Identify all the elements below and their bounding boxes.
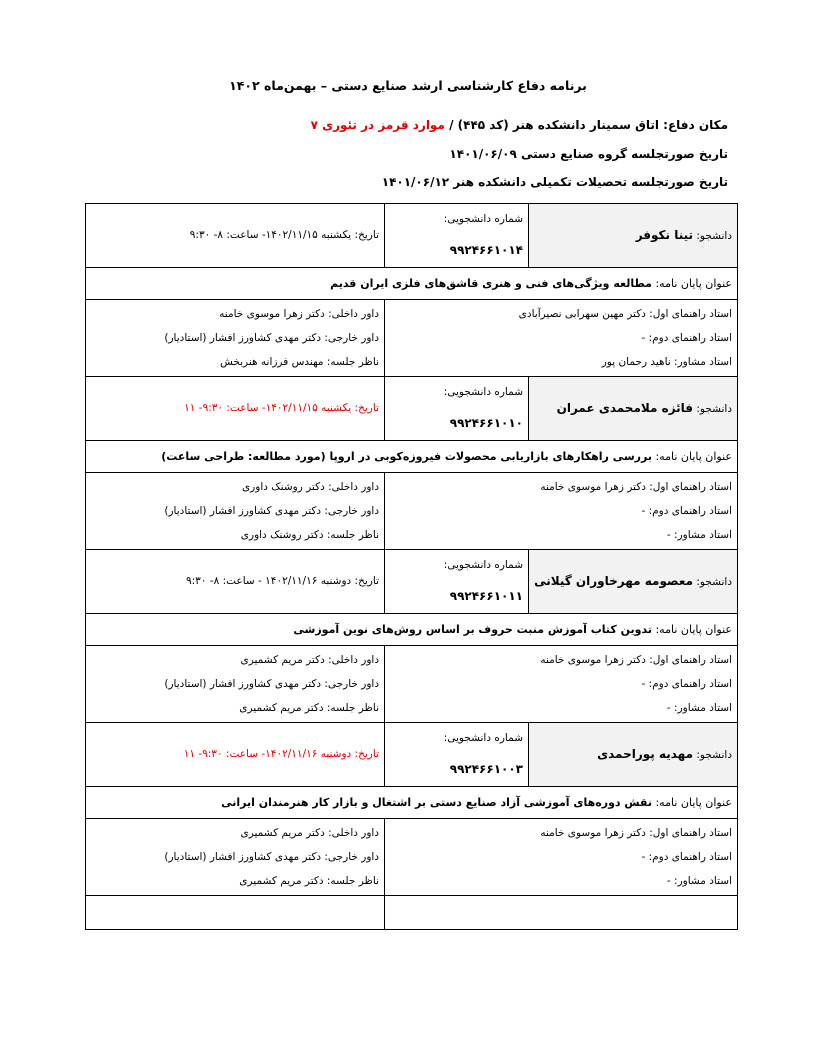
thesis-row (86, 441, 738, 473)
student-id-label: شماره دانشجویی: (443, 386, 523, 398)
advisor-line: استاد مشاور: - (666, 875, 732, 887)
student-id-cell (385, 204, 529, 268)
student-label: دانشجو: (693, 575, 732, 588)
judge-line: ناظر جلسه: دکتر مریم کشمیری (239, 875, 379, 887)
student-label: دانشجو: (693, 748, 732, 761)
judge-line: داور خارجی: دکتر مهدی کشاورز افشار (استادیار) (164, 851, 379, 863)
location-text: مکان دفاع: اتاق سمینار دانشکده هنر (کد ۴۴۵) / (444, 118, 728, 132)
judge-line: داور خارجی: دکتر مهدی کشاورز افشار (استادیار) (164, 332, 379, 344)
empty-row (86, 896, 738, 930)
judge-line: داور داخلی: دکتر زهرا موسوی خامنه (219, 308, 379, 320)
defense-date: تاریخ: دوشنبه ۱۴۰۲/۱۱/۱۶ - ساعت: ۸- ۹:۳۰ (86, 550, 385, 614)
student-id: ۹۹۲۴۶۶۱۰۱۱ (449, 589, 523, 603)
location-red-note: موارد قرمز در تئوری ۷ (310, 118, 445, 132)
student-id-label: شماره دانشجویی: (443, 732, 523, 744)
defense-location (311, 118, 728, 132)
advisors-cell (385, 819, 738, 896)
advisors-cell (385, 473, 738, 550)
page-title: برنامه دفاع کارشناسی ارشد صنایع دستی – بهمن‌ماه ۱۴۰۲ (229, 78, 587, 93)
student-id: ۹۹۲۴۶۶۱۰۱۴ (449, 243, 523, 257)
student-id-cell (385, 723, 529, 787)
empty-cell (86, 896, 385, 930)
student-label: دانشجو: (693, 402, 732, 415)
advisor-line: استاد راهنمای اول: دکتر زهرا موسوی خامنه (540, 481, 732, 493)
thesis-cell (86, 787, 738, 819)
advisor-line: استاد مشاور: - (666, 529, 732, 541)
thesis-label: عنوان پایان نامه: (651, 796, 732, 809)
student-cell (529, 723, 738, 787)
student-id-cell (385, 550, 529, 614)
judge-line: ناظر جلسه: مهندس فرزانه هنربخش (219, 356, 379, 368)
student-header-row (86, 723, 738, 787)
thesis-label: عنوان پایان نامه: (651, 450, 732, 463)
student-cell (529, 550, 738, 614)
judge-line: ناظر جلسه: دکتر مریم کشمیری (239, 702, 379, 714)
advisor-line: استاد مشاور: ناهید رحمان پور (601, 356, 732, 368)
thesis-cell (86, 268, 738, 300)
student-header-row (86, 377, 738, 441)
judges-cell (86, 473, 385, 550)
thesis-row (86, 787, 738, 819)
thesis-label: عنوان پایان نامه: (651, 277, 732, 290)
advisor-line: استاد راهنمای اول: دکتر مهین سهرابی نصیرآبادی (518, 308, 732, 320)
student-cell (529, 377, 738, 441)
student-id: ۹۹۲۴۶۶۱۰۱۰ (449, 416, 523, 430)
defense-schedule-table (85, 203, 738, 930)
student-name: معصومه مهرخاوران گیلانی (534, 573, 694, 588)
student-header-row (86, 550, 738, 614)
committee-row (86, 819, 738, 896)
student-name: مهدیه پوراحمدی (597, 746, 694, 761)
group-minutes-date: تاریخ صورتجلسه گروه صنایع دستی ۱۴۰۱/۰۶/۰۹ (449, 147, 728, 161)
advisor-line: استاد راهنمای دوم: - (641, 332, 732, 344)
student-id: ۹۹۲۴۶۶۱۰۰۳ (449, 762, 523, 776)
thesis-cell (86, 441, 738, 473)
judge-line: ناظر جلسه: دکتر روشنک داوری (240, 529, 379, 541)
judges-cell (86, 646, 385, 723)
defense-date: تاریخ: یکشنبه ۱۴۰۲/۱۱/۱۵- ساعت: ۸- ۹:۳۰ (86, 204, 385, 268)
thesis-row (86, 614, 738, 646)
judge-line: داور داخلی: دکتر مریم کشمیری (240, 827, 379, 839)
advisor-line: استاد راهنمای دوم: - (641, 851, 732, 863)
judge-line: داور خارجی: دکتر مهدی کشاورز افشار (استادیار) (164, 678, 379, 690)
thesis-title: مطالعه ویژگی‌های فنی و هنری قاشق‌های فلزی ایران قدیم (330, 277, 652, 290)
advisors-cell (385, 300, 738, 377)
graduate-minutes-date: تاریخ صورتجلسه تحصیلات تکمیلی دانشکده هنر ۱۴۰۱/۰۶/۱۲ (381, 175, 728, 189)
student-id-cell (385, 377, 529, 441)
advisor-line: استاد راهنمای اول: دکتر زهرا موسوی خامنه (540, 827, 732, 839)
thesis-row (86, 268, 738, 300)
student-label: دانشجو: (693, 229, 732, 242)
student-id-label: شماره دانشجویی: (443, 213, 523, 225)
advisor-line: استاد راهنمای اول: دکتر زهرا موسوی خامنه (540, 654, 732, 666)
judge-line: داور داخلی: دکتر روشنک داوری (241, 481, 379, 493)
advisors-cell (385, 646, 738, 723)
student-name: تینا نکوفر (635, 227, 694, 242)
student-name: فائزه ملامحمدی عمران (556, 400, 694, 415)
advisor-line: استاد راهنمای دوم: - (641, 505, 732, 517)
student-cell (529, 204, 738, 268)
defense-date: تاریخ: دوشنبه ۱۴۰۲/۱۱/۱۶- ساعت: ۹:۳۰- ۱۱ (86, 723, 385, 787)
judges-cell (86, 819, 385, 896)
defense-date: تاریخ: یکشنبه ۱۴۰۲/۱۱/۱۵- ساعت: ۹:۳۰- ۱۱ (86, 377, 385, 441)
judges-cell (86, 300, 385, 377)
student-id-label: شماره دانشجویی: (443, 559, 523, 571)
committee-row (86, 300, 738, 377)
empty-cell (385, 896, 738, 930)
judge-line: داور داخلی: دکتر مریم کشمیری (240, 654, 379, 666)
advisor-line: استاد مشاور: - (666, 702, 732, 714)
judge-line: داور خارجی: دکتر مهدی کشاورز افشار (استادیار) (164, 505, 379, 517)
thesis-title: بررسی راهکارهای بازاریابی محصولات فیروزه‌کوبی در اروپا (مورد مطالعه: طراحی ساعت) (161, 450, 652, 463)
thesis-title: نقش دوره‌های آموزشی آزاد صنایع دستی بر اشتغال و بازار کار هنرمندان ایرانی (221, 796, 652, 809)
thesis-cell (86, 614, 738, 646)
thesis-title: تدوین کتاب آموزش منبت حروف بر اساس روش‌های نوین آموزشی (293, 623, 652, 636)
committee-row (86, 646, 738, 723)
thesis-label: عنوان پایان نامه: (651, 623, 732, 636)
committee-row (86, 473, 738, 550)
advisor-line: استاد راهنمای دوم: - (641, 678, 732, 690)
student-header-row (86, 204, 738, 268)
